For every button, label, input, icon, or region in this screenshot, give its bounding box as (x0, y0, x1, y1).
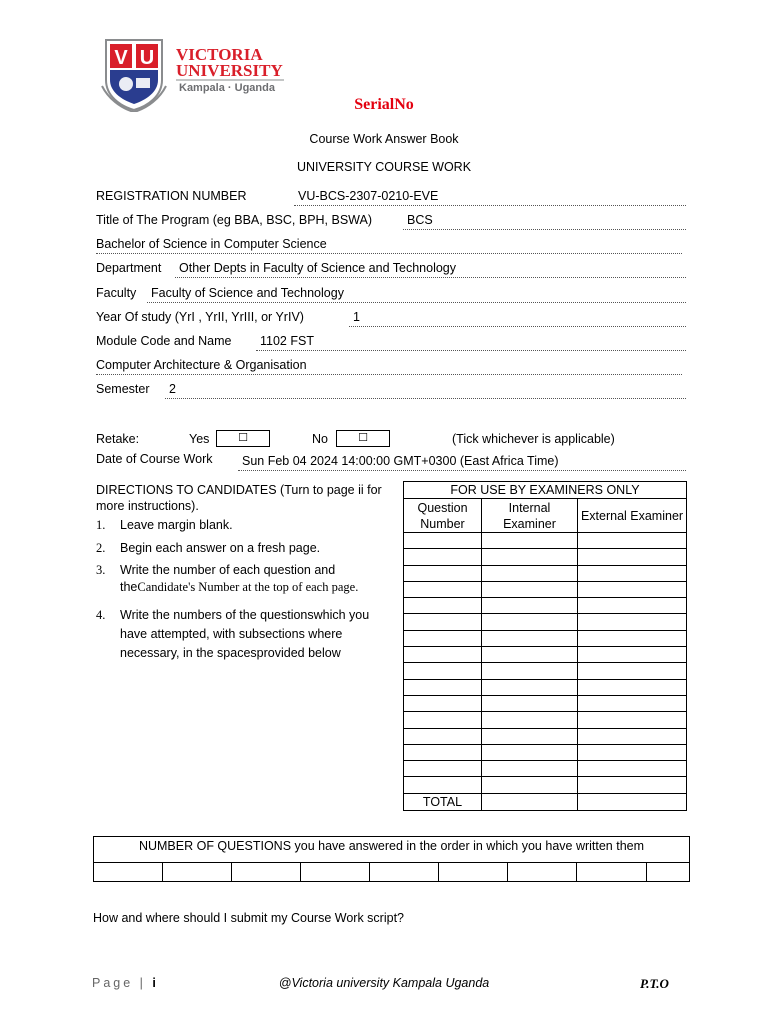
examiners-cell[interactable] (578, 679, 687, 695)
year-of-study-field[interactable]: 1 (349, 310, 686, 327)
examiners-row (404, 761, 687, 777)
examiners-cell[interactable] (578, 761, 687, 777)
question-answered-cell[interactable] (163, 863, 232, 882)
retake-yes-checkbox[interactable]: ☐ (216, 430, 270, 447)
examiners-cell[interactable] (482, 712, 578, 728)
course-work-date-field[interactable]: Sun Feb 04 2024 14:00:00 GMT+0300 (East Africa Time) (238, 454, 686, 471)
questions-order-row (94, 863, 690, 882)
examiners-row (404, 728, 687, 744)
examiners-table (403, 481, 687, 811)
examiners-row (404, 647, 687, 663)
directions-to-candidates (96, 482, 390, 667)
examiners-cell[interactable] (578, 598, 687, 614)
examiners-row (404, 744, 687, 760)
page-indicator: Page | i (92, 976, 156, 990)
examiners-cell[interactable] (578, 777, 687, 793)
examiners-row (404, 712, 687, 728)
examiners-cell[interactable] (578, 549, 687, 565)
retake-no-label: No (312, 432, 328, 446)
semester-field[interactable]: 2 (165, 382, 686, 399)
directions-heading: DIRECTIONS TO CANDIDATES (Turn to page ii for more instructions). (96, 483, 382, 513)
total-internal-cell[interactable] (482, 793, 578, 810)
logo-name-line2: UNIVERSITY (176, 61, 283, 80)
examiners-cell[interactable] (482, 744, 578, 760)
department-label: Department (96, 261, 162, 275)
logo-monogram-left: V (114, 47, 128, 69)
total-external-cell[interactable] (578, 793, 687, 810)
examiners-row (404, 663, 687, 679)
direction-item: 2. Begin each answer on a fresh page. (96, 541, 321, 555)
examiners-cell[interactable] (404, 630, 482, 646)
logo-location: Kampala · Uganda (179, 82, 275, 94)
questions-order-table (93, 836, 690, 882)
logo-name-line1: VICTORIA (176, 45, 263, 64)
examiners-cell[interactable] (404, 744, 482, 760)
examiners-row (404, 695, 687, 711)
question-answered-cell[interactable] (370, 863, 439, 882)
examiners-cell[interactable] (404, 598, 482, 614)
question-answered-cell[interactable] (508, 863, 577, 882)
examiners-row (404, 565, 687, 581)
examiners-table-body (404, 533, 687, 794)
examiners-cell[interactable] (404, 712, 482, 728)
examiners-cell[interactable] (482, 598, 578, 614)
examiners-cell[interactable] (578, 712, 687, 728)
department-field[interactable]: Other Depts in Faculty of Science and Technology (175, 261, 686, 278)
examiners-cell[interactable] (578, 647, 687, 663)
direction-item: 4. Write the numbers of the questionswhich you have attempted, with subsections where necessary, in the spacesprovided below (96, 608, 370, 660)
module-code-label: Module Code and Name (96, 334, 232, 348)
examiners-cell[interactable] (404, 695, 482, 711)
examiners-cell[interactable] (482, 679, 578, 695)
examiners-cell[interactable] (404, 647, 482, 663)
examiners-row (404, 598, 687, 614)
examiners-cell[interactable] (578, 663, 687, 679)
examiners-row (404, 533, 687, 549)
examiners-cell[interactable] (578, 533, 687, 549)
examiners-cell[interactable] (482, 663, 578, 679)
module-code-field[interactable]: 1102 FST (256, 334, 686, 351)
examiners-cell[interactable] (404, 533, 482, 549)
examiners-cell[interactable] (482, 533, 578, 549)
tick-note: (Tick whichever is applicable) (452, 432, 615, 446)
examiners-cell[interactable] (482, 565, 578, 581)
logo-monogram-right: U (139, 47, 155, 69)
examiners-row (404, 581, 687, 597)
examiners-row (404, 630, 687, 646)
footer-copyright: @Victoria university Kampala Uganda (278, 976, 490, 990)
question-answered-cell[interactable] (646, 863, 690, 882)
examiners-cell[interactable] (482, 581, 578, 597)
examiners-cell[interactable] (578, 630, 687, 646)
registration-label: REGISTRATION NUMBER (96, 189, 247, 203)
faculty-label: Faculty (96, 286, 137, 300)
year-of-study-label: Year Of study (YrI , YrII, YrIII, or YrIV) (96, 310, 304, 324)
examiners-cell[interactable] (404, 549, 482, 565)
faculty-field[interactable]: Faculty of Science and Technology (147, 286, 686, 303)
question-number-header: Question Number (404, 499, 482, 533)
retake-yes-label: Yes (189, 432, 210, 446)
examiners-cell[interactable] (578, 614, 687, 630)
please-turn-over: P.T.O (640, 976, 669, 991)
examiners-cell[interactable] (404, 728, 482, 744)
total-label: TOTAL (404, 793, 482, 810)
program-full-name-field[interactable]: Bachelor of Science in Computer Science (96, 237, 682, 254)
program-field[interactable]: BCS (403, 213, 686, 230)
examiners-cell[interactable] (578, 565, 687, 581)
course-work-title: UNIVERSITY COURSE WORK (296, 160, 472, 174)
direction-item: 1. Leave margin blank. (96, 518, 233, 532)
examiners-cell[interactable] (578, 744, 687, 760)
question-answered-cell[interactable] (301, 863, 370, 882)
examiners-cell[interactable] (482, 614, 578, 630)
examiners-cell[interactable] (404, 777, 482, 793)
question-answered-cell[interactable] (232, 863, 301, 882)
examiners-cell[interactable] (578, 728, 687, 744)
book-title: Course Work Answer Book (309, 132, 459, 146)
examiners-cell[interactable] (404, 565, 482, 581)
direction-item: 3. Write the number of each question and theCandidate's Number at the top of each page. (96, 563, 359, 594)
retake-label: Retake: (96, 432, 140, 446)
serial-number: SerialNo (354, 96, 414, 113)
examiners-cell[interactable] (404, 679, 482, 695)
page-number: i (152, 976, 156, 990)
examiners-cell[interactable] (482, 630, 578, 646)
examiners-row (404, 549, 687, 565)
examiners-table-title: FOR USE BY EXAMINERS ONLY (404, 482, 687, 499)
registration-field[interactable]: VU-BCS-2307-0210-EVE (294, 189, 686, 206)
examiners-row (404, 679, 687, 695)
examiners-cell[interactable] (578, 695, 687, 711)
question-answered-cell[interactable] (439, 863, 508, 882)
submit-question: How and where should I submit my Course Work script? (93, 911, 404, 925)
internal-examiner-header: Internal Examiner (482, 499, 578, 533)
module-name-field[interactable]: Computer Architecture & Organisation (96, 358, 682, 375)
examiners-cell[interactable] (482, 728, 578, 744)
examiners-cell[interactable] (404, 761, 482, 777)
page-word: Page (92, 976, 134, 990)
examiners-cell[interactable] (482, 761, 578, 777)
question-answered-cell[interactable] (94, 863, 163, 882)
examiners-cell[interactable] (578, 581, 687, 597)
examiners-cell[interactable] (404, 663, 482, 679)
course-work-date-label: Date of Course Work (96, 452, 213, 466)
examiners-cell[interactable] (482, 695, 578, 711)
directions-list (96, 516, 390, 663)
program-label: Title of The Program (eg BBA, BSC, BPH, BSWA) (96, 213, 373, 227)
examiners-cell[interactable] (482, 647, 578, 663)
questions-order-title: NUMBER OF QUESTIONS you have answered in the order in which you have written them (94, 837, 690, 863)
retake-no-checkbox[interactable]: ☐ (336, 430, 390, 447)
examiners-row (404, 777, 687, 793)
examiners-cell[interactable] (404, 614, 482, 630)
question-answered-cell[interactable] (577, 863, 646, 882)
examiners-cell[interactable] (404, 581, 482, 597)
examiners-cell[interactable] (482, 549, 578, 565)
examiners-row (404, 614, 687, 630)
external-examiner-header: External Examiner (578, 499, 687, 533)
semester-label: Semester (96, 382, 150, 396)
examiners-cell[interactable] (482, 777, 578, 793)
